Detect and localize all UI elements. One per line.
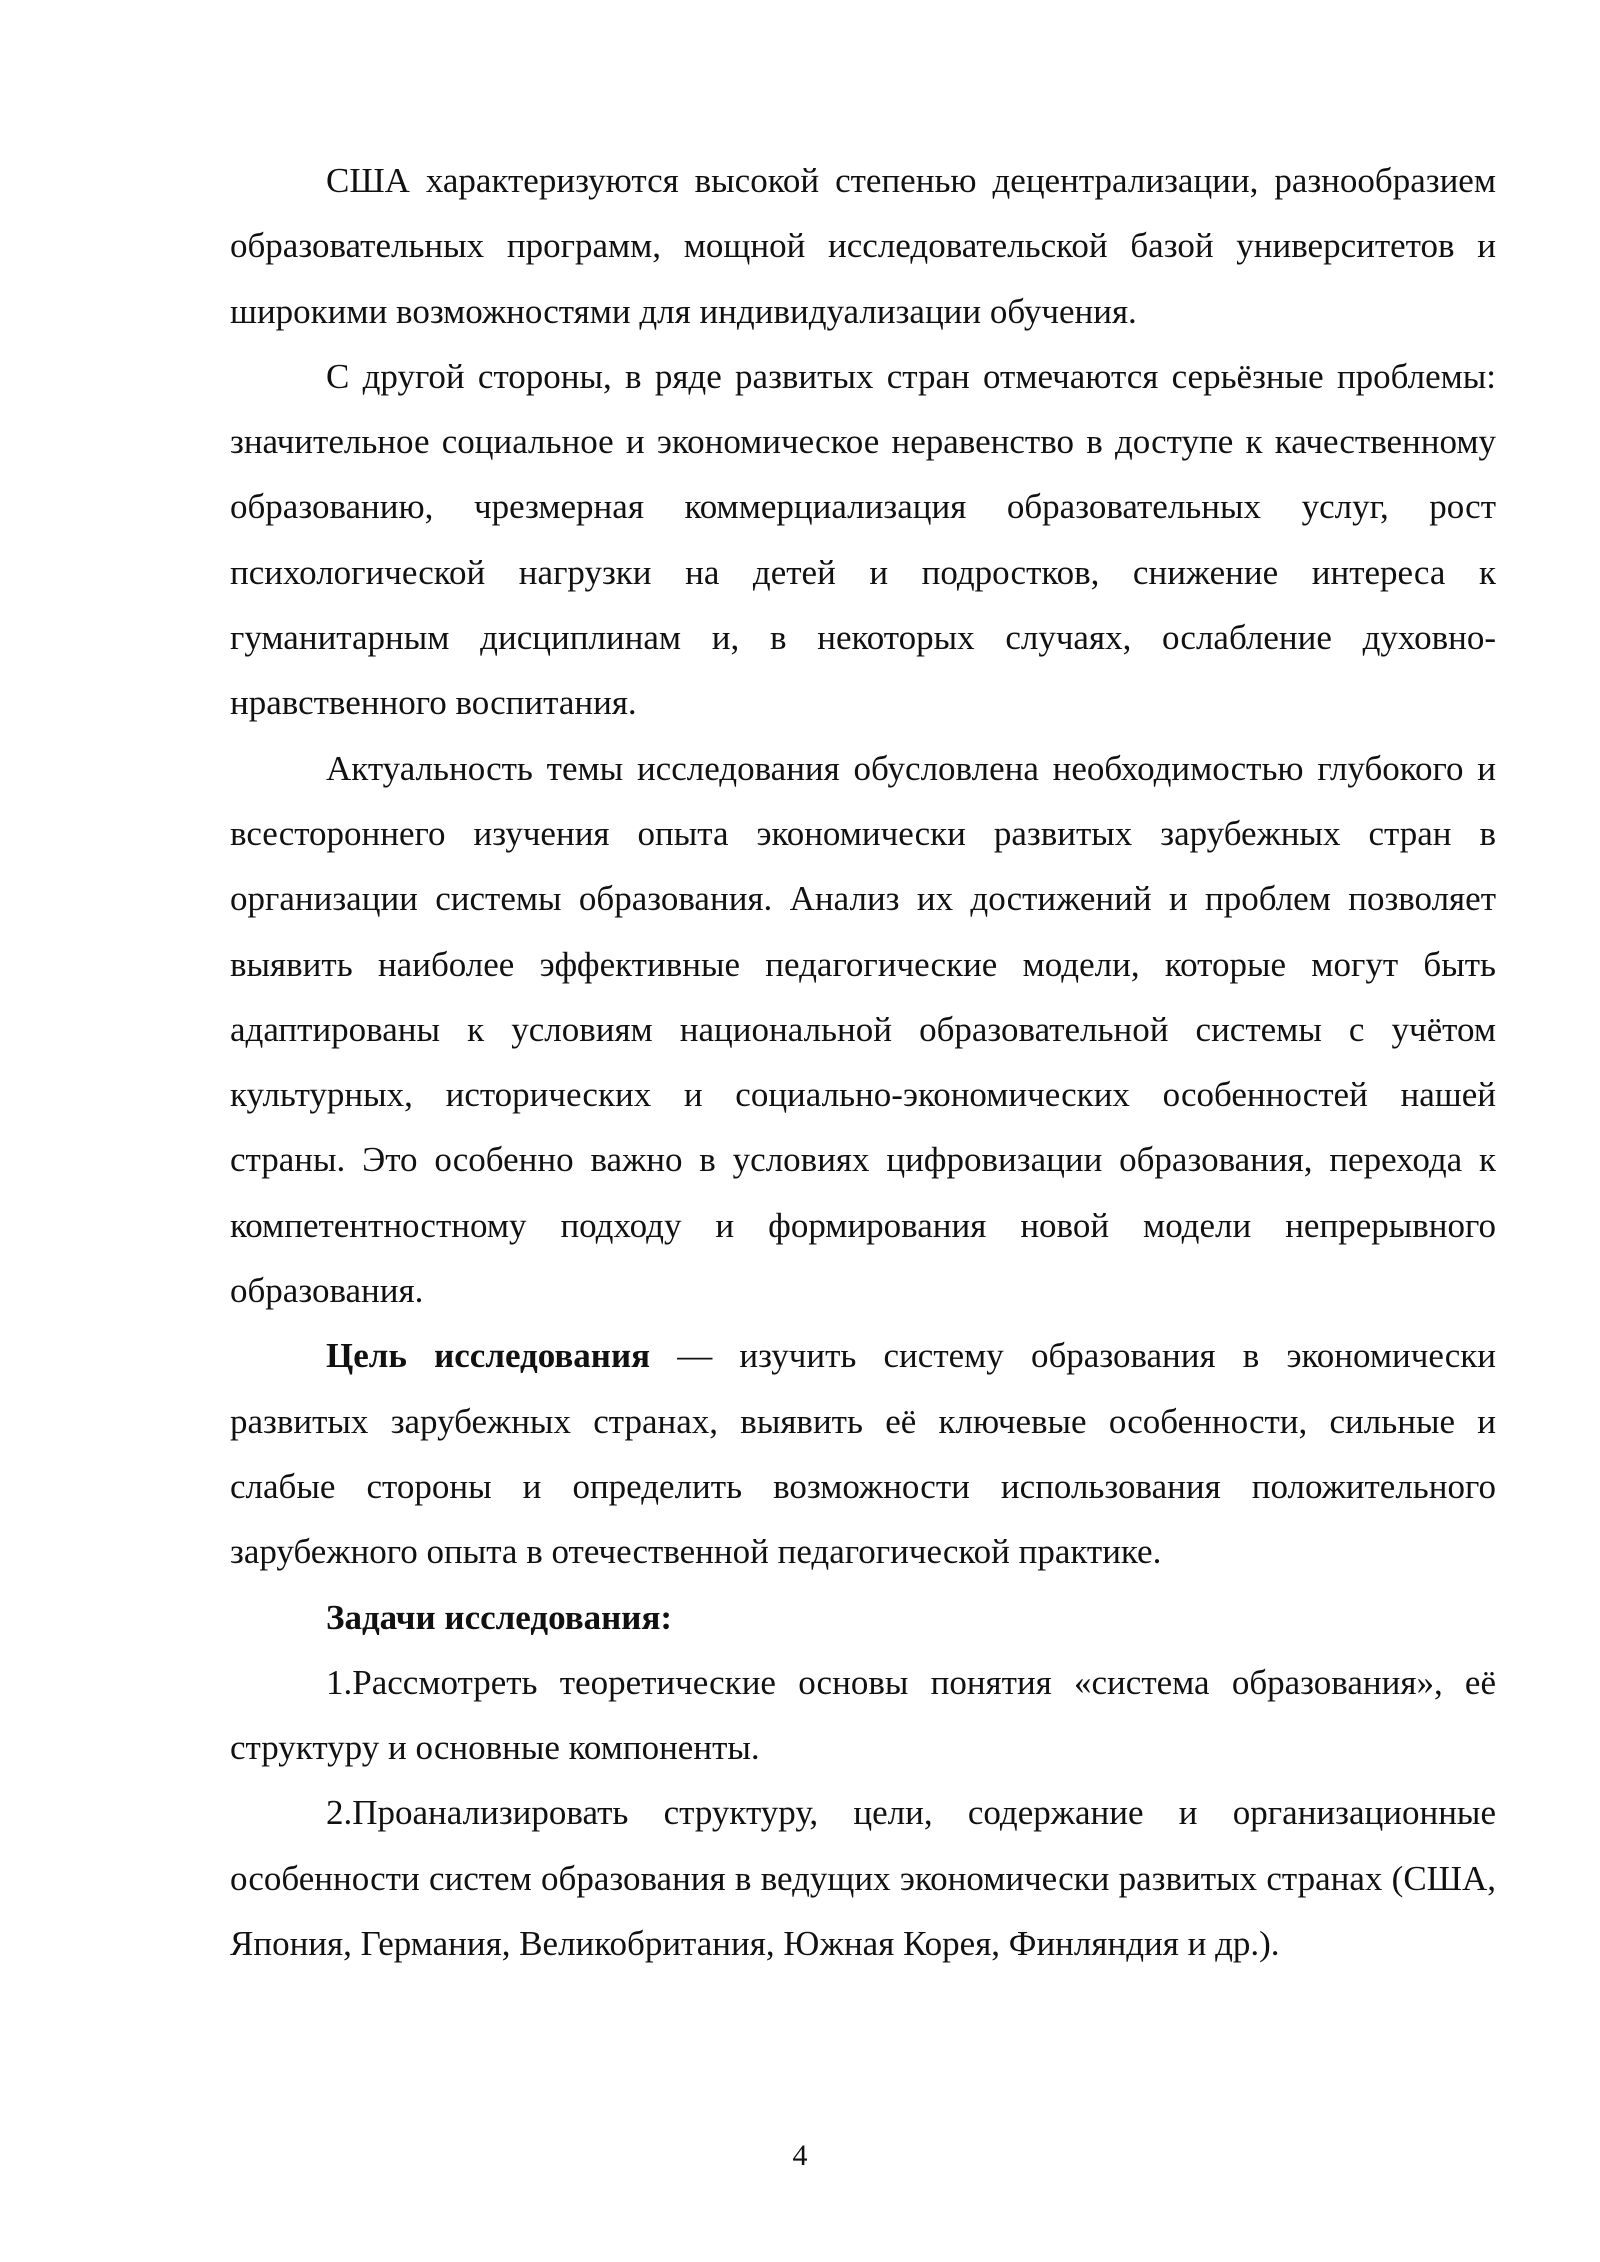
goal-text: — изучить систему образования в экономически развитых зарубежных странах, выявить её ключевые особенности, сильные и слабые стороны и определить возможности использования положительного зарубежного опыта в отечественной педагогической практике. <box>230 1336 1496 1572</box>
tasks-heading: Задачи исследования: <box>326 1597 673 1637</box>
goal-label: Цель исследования <box>326 1336 651 1376</box>
task-item-1: 1.Рассмотреть теоретические основы понятия «система образования», её структуру и основные компоненты. <box>230 1662 1496 1768</box>
paragraph-goal <box>230 1323 1496 1584</box>
task-item-2: 2.Проанализировать структуру, цели, содержание и организационные особенности систем образования в ведущих экономически развитых странах (США, Япония, Германия, Великобритания, Южная Корея, Финляндия и др.). <box>230 1793 1496 1964</box>
paragraph-problems: С другой стороны, в ряде развитых стран отмечаются серьёзные проблемы: значительное социальное и экономическое неравенство в доступе к качественному образованию, чрезмерная коммерциализация образовательных услуг, рост психологической нагрузки на детей и подростков, снижение интереса к гуманитарным дисциплинам и, в некоторых случаях, ослабление духовно-нравственного воспитания. <box>230 356 1496 723</box>
page-number: 4 <box>792 2139 808 2172</box>
paragraph-usa: США характеризуются высокой степенью децентрализации, разнообразием образовательных программ, мощной исследовательской базой университетов и широкими возможностями для индивидуализации обучения. <box>230 161 1496 331</box>
document-page <box>230 148 1496 1976</box>
paragraph-relevance: Актуальность темы исследования обусловлена необходимостью глубокого и всестороннего изучения опыта экономически развитых зарубежных стран в организации системы образования. Анализ их достижений и проблем позволяет выявить наиболее эффективные педагогические модели, которые могут быть адаптированы к условиям национальной образовательной системы с учётом культурных, исторических и социально-экономических особенностей нашей страны. Это особенно важно в условиях цифровизации образования, перехода к компетентностному подходу и формирования новой модели непрерывного образования. <box>230 748 1496 1311</box>
